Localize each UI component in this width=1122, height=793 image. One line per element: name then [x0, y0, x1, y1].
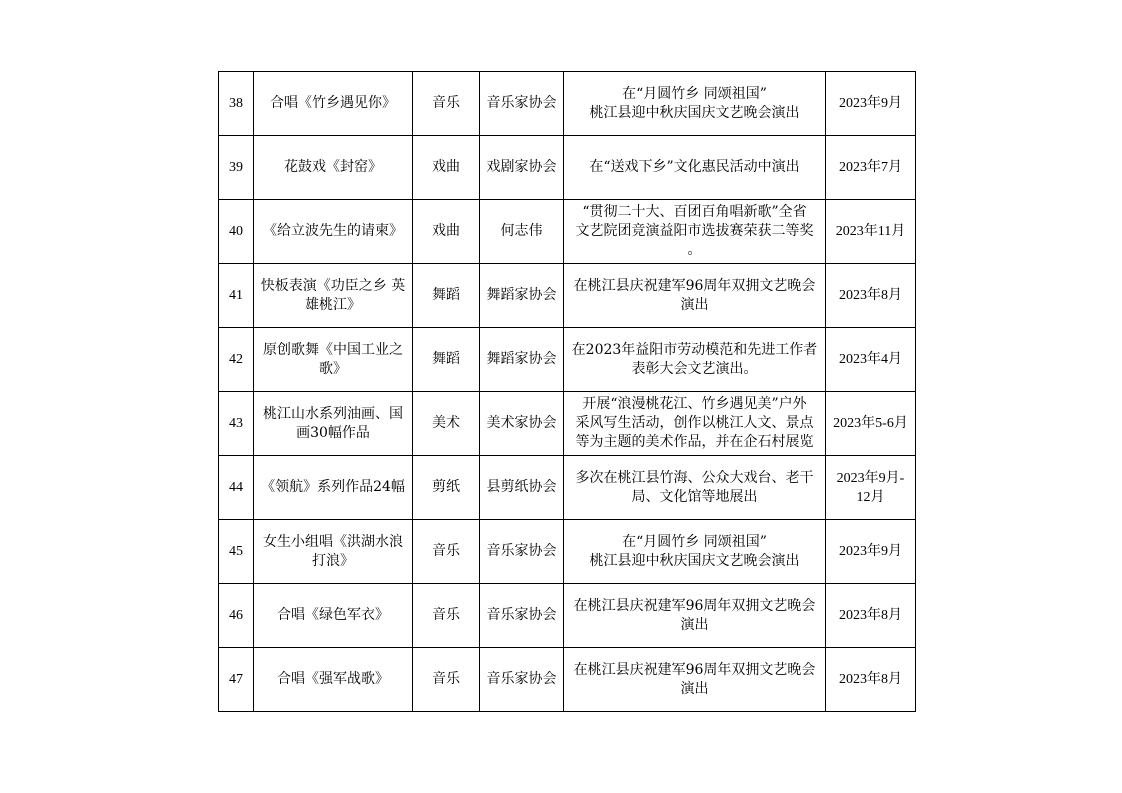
program-title: [254, 520, 413, 584]
category-cell: 音乐: [413, 520, 480, 584]
program-title-line: 合唱《绿色军衣》: [277, 607, 389, 623]
description-cell-line: 桃江县迎中秋庆国庆文艺晚会演出: [589, 104, 800, 121]
program-title: [254, 136, 413, 200]
date-cell: [826, 520, 916, 584]
program-title: [254, 584, 413, 648]
row-number: 41: [219, 264, 254, 328]
date-cell: [826, 648, 916, 712]
program-title: [254, 200, 413, 264]
organizer-cell: 舞蹈家协会: [480, 328, 564, 392]
organizer-cell: 舞蹈家协会: [480, 264, 564, 328]
row-number: 38: [219, 72, 254, 136]
description-cell: [564, 200, 826, 264]
description-cell-line: 在桃江县庆祝建军96周年双拥文艺晚会: [573, 597, 816, 614]
organizer-cell: 何志伟: [480, 200, 564, 264]
category-cell: 戏曲: [413, 136, 480, 200]
table-row: [219, 648, 916, 712]
category-cell: 音乐: [413, 72, 480, 136]
row-number: 39: [219, 136, 254, 200]
date-cell: [826, 392, 916, 456]
date-cell-line: 2023年4月: [839, 352, 902, 367]
table-row: [219, 392, 916, 456]
program-title-line: 花鼓戏《封窑》: [284, 159, 382, 175]
program-title-line: 女生小组唱《洪湖水浪: [263, 533, 403, 550]
description-cell-line: 采风写生活动，创作以桃江人文、景点: [575, 415, 814, 431]
organizer-cell: 音乐家协会: [480, 520, 564, 584]
date-cell: [826, 200, 916, 264]
program-title-line: 打浪》: [312, 552, 354, 569]
description-cell-line: 开展“浪漫桃花江、竹乡遇见美”户外: [582, 396, 807, 412]
program-title-line: 原创歌舞《中国工业之: [263, 341, 403, 358]
program-title-line: 歌》: [319, 360, 347, 377]
program-title: [254, 264, 413, 328]
description-cell: [564, 264, 826, 328]
description-cell-line: 文艺院团竞演益阳市选拔赛荣获二等奖: [575, 223, 814, 239]
program-title-line: 《领航》系列作品24幅: [261, 479, 405, 495]
category-cell: 舞蹈: [413, 264, 480, 328]
date-cell-line: 2023年11月: [835, 224, 906, 239]
row-number: 40: [219, 200, 254, 264]
date-cell: [826, 264, 916, 328]
table-row: [219, 584, 916, 648]
row-number: 44: [219, 456, 254, 520]
description-cell-line: 演出: [680, 296, 709, 313]
description-cell-line: 在“月圆竹乡 同颂祖国”: [622, 85, 767, 102]
description-cell-line: 局、文化馆等地展出: [631, 488, 758, 505]
description-cell-line: 在2023年益阳市劳动模范和先进工作者: [571, 341, 818, 358]
date-cell-line: 12月: [856, 489, 885, 505]
category-cell: 音乐: [413, 648, 480, 712]
date-cell: [826, 584, 916, 648]
table-row: [219, 72, 916, 136]
date-cell-line: 2023年9月: [839, 544, 902, 559]
organizer-cell: 县剪纸协会: [480, 456, 564, 520]
table-row: [219, 328, 916, 392]
date-cell-line: 2023年8月: [839, 672, 902, 687]
description-cell: [564, 648, 826, 712]
description-cell-line: 在桃江县庆祝建军96周年双拥文艺晚会: [573, 277, 816, 294]
date-cell: [826, 456, 916, 520]
description-cell: [564, 136, 826, 200]
description-cell-line: 演出: [680, 616, 709, 633]
description-cell: [564, 72, 826, 136]
date-cell: [826, 328, 916, 392]
category-cell: 音乐: [413, 584, 480, 648]
description-cell-line: 等为主题的美术作品，并在企石村展览: [575, 434, 814, 450]
row-number: 42: [219, 328, 254, 392]
description-cell: [564, 456, 826, 520]
description-cell: [564, 328, 826, 392]
date-cell-line: 2023年9月-: [836, 470, 905, 486]
program-title: [254, 648, 413, 712]
row-number: 47: [219, 648, 254, 712]
row-number: 45: [219, 520, 254, 584]
description-cell-line: 。: [687, 242, 702, 258]
program-title: [254, 328, 413, 392]
description-cell-line: 在桃江县庆祝建军96周年双拥文艺晚会: [573, 661, 816, 678]
program-title-line: 快板表演《功臣之乡 英: [260, 277, 406, 294]
date-cell: [826, 72, 916, 136]
table-row: [219, 520, 916, 584]
description-cell-line: “贯彻二十大、百团百角唱新歌”全省: [582, 204, 807, 220]
program-title-line: 雄桃江》: [305, 296, 361, 313]
table-row: [219, 456, 916, 520]
description-cell: [564, 392, 826, 456]
table-body: [219, 72, 916, 712]
category-cell: 舞蹈: [413, 328, 480, 392]
program-title-line: 画30幅作品: [296, 424, 370, 441]
table-row: [219, 136, 916, 200]
organizer-cell: 戏剧家协会: [480, 136, 564, 200]
date-cell-line: 2023年8月: [839, 608, 902, 623]
activity-table: [218, 71, 916, 712]
row-number: 46: [219, 584, 254, 648]
description-cell-line: 桃江县迎中秋庆国庆文艺晚会演出: [589, 552, 800, 569]
category-cell: 美术: [413, 392, 480, 456]
program-title: [254, 392, 413, 456]
description-cell-line: 在“月圆竹乡 同颂祖国”: [622, 533, 767, 550]
date-cell: [826, 136, 916, 200]
description-cell-line: 表彰大会文艺演出。: [631, 360, 758, 377]
table-row: [219, 264, 916, 328]
description-cell-line: 在“送戏下乡”文化惠民活动中演出: [589, 159, 800, 175]
description-cell: [564, 520, 826, 584]
program-title-line: 合唱《竹乡遇见你》: [270, 95, 396, 111]
program-title-line: 桃江山水系列油画、国: [263, 405, 403, 422]
program-title: [254, 456, 413, 520]
program-title-line: 合唱《强军战歌》: [277, 671, 389, 687]
description-cell-line: 多次在桃江县竹海、公众大戏台、老干: [575, 469, 814, 486]
date-cell-line: 2023年9月: [839, 96, 902, 111]
program-title-line: 《给立波先生的请柬》: [263, 223, 403, 239]
category-cell: 戏曲: [413, 200, 480, 264]
category-cell: 剪纸: [413, 456, 480, 520]
date-cell-line: 2023年8月: [839, 288, 902, 303]
date-cell-line: 2023年5-6月: [833, 416, 908, 431]
organizer-cell: 美术家协会: [480, 392, 564, 456]
program-title: [254, 72, 413, 136]
row-number: 43: [219, 392, 254, 456]
table-row: [219, 200, 916, 264]
organizer-cell: 音乐家协会: [480, 72, 564, 136]
date-cell-line: 2023年7月: [839, 160, 902, 175]
description-cell: [564, 584, 826, 648]
description-cell-line: 演出: [680, 680, 709, 697]
organizer-cell: 音乐家协会: [480, 648, 564, 712]
organizer-cell: 音乐家协会: [480, 584, 564, 648]
